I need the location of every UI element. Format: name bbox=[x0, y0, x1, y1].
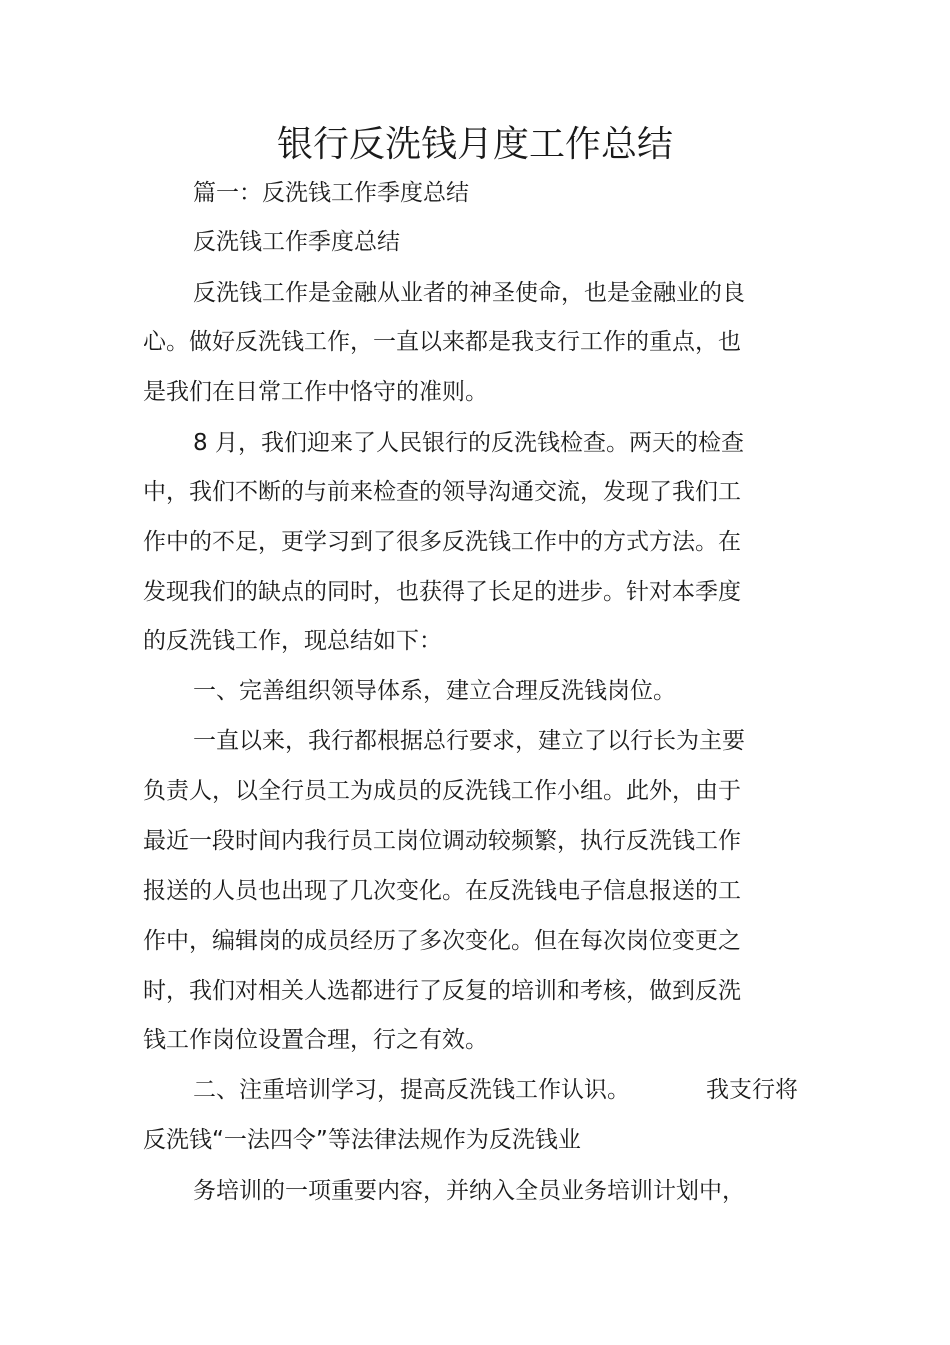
paragraph-line: 发现我们的缺点的同时，也获得了长足的进步。针对本季度 bbox=[143, 579, 741, 605]
paragraph-line: 作中，编辑岗的成员经历了多次变化。但在每次岗位变更之 bbox=[143, 928, 741, 954]
paragraph-line: 报送的人员也出现了几次变化。在反洗钱电子信息报送的工 bbox=[143, 878, 741, 904]
paragraph-line: 反洗钱“一法四令”等法律法规作为反洗钱业 bbox=[143, 1127, 581, 1153]
paragraph-line: 钱工作岗位设置合理，行之有效。 bbox=[143, 1027, 488, 1053]
section-heading: 一、完善组织领导体系，建立合理反洗钱岗位。 bbox=[193, 678, 676, 704]
paragraph-line: 我支行将 bbox=[706, 1077, 798, 1103]
paragraph-line: 负责人，以全行员工为成员的反洗钱工作小组。此外，由于 bbox=[143, 778, 741, 804]
paragraph-line: 心。做好反洗钱工作，一直以来都是我支行工作的重点，也 bbox=[143, 329, 741, 355]
paragraph-line: 中，我们不断的与前来检查的领导沟通交流，发现了我们工 bbox=[143, 479, 741, 505]
subtitle: 反洗钱工作季度总结 bbox=[193, 229, 400, 255]
paragraph-line: 一直以来，我行都根据总行要求，建立了以行长为主要 bbox=[193, 728, 745, 754]
paragraph-line: 的反洗钱工作，现总结如下： bbox=[143, 628, 442, 654]
document-title: 银行反洗钱月度工作总结 bbox=[276, 124, 673, 165]
section-heading: 二、注重培训学习，提高反洗钱工作认识。 bbox=[193, 1077, 630, 1103]
paragraph-line: 是我们在日常工作中恪守的准则。 bbox=[143, 379, 488, 405]
paragraph-line: 反洗钱工作是金融从业者的神圣使命，也是金融业的良 bbox=[193, 280, 745, 306]
paragraph-line: 时，我们对相关人选都进行了反复的培训和考核，做到反洗 bbox=[143, 978, 741, 1004]
section-heading: 篇一：反洗钱工作季度总结 bbox=[193, 180, 469, 206]
paragraph-line: 作中的不足，更学习到了很多反洗钱工作中的方式方法。在 bbox=[143, 529, 741, 555]
paragraph-line: 务培训的一项重要内容，并纳入全员业务培训计划中， bbox=[193, 1178, 745, 1204]
paragraph-line: 最近一段时间内我行员工岗位调动较频繁，执行反洗钱工作 bbox=[143, 828, 741, 854]
paragraph-line: 8 月，我们迎来了人民银行的反洗钱检查。两天的检查 bbox=[193, 430, 744, 456]
